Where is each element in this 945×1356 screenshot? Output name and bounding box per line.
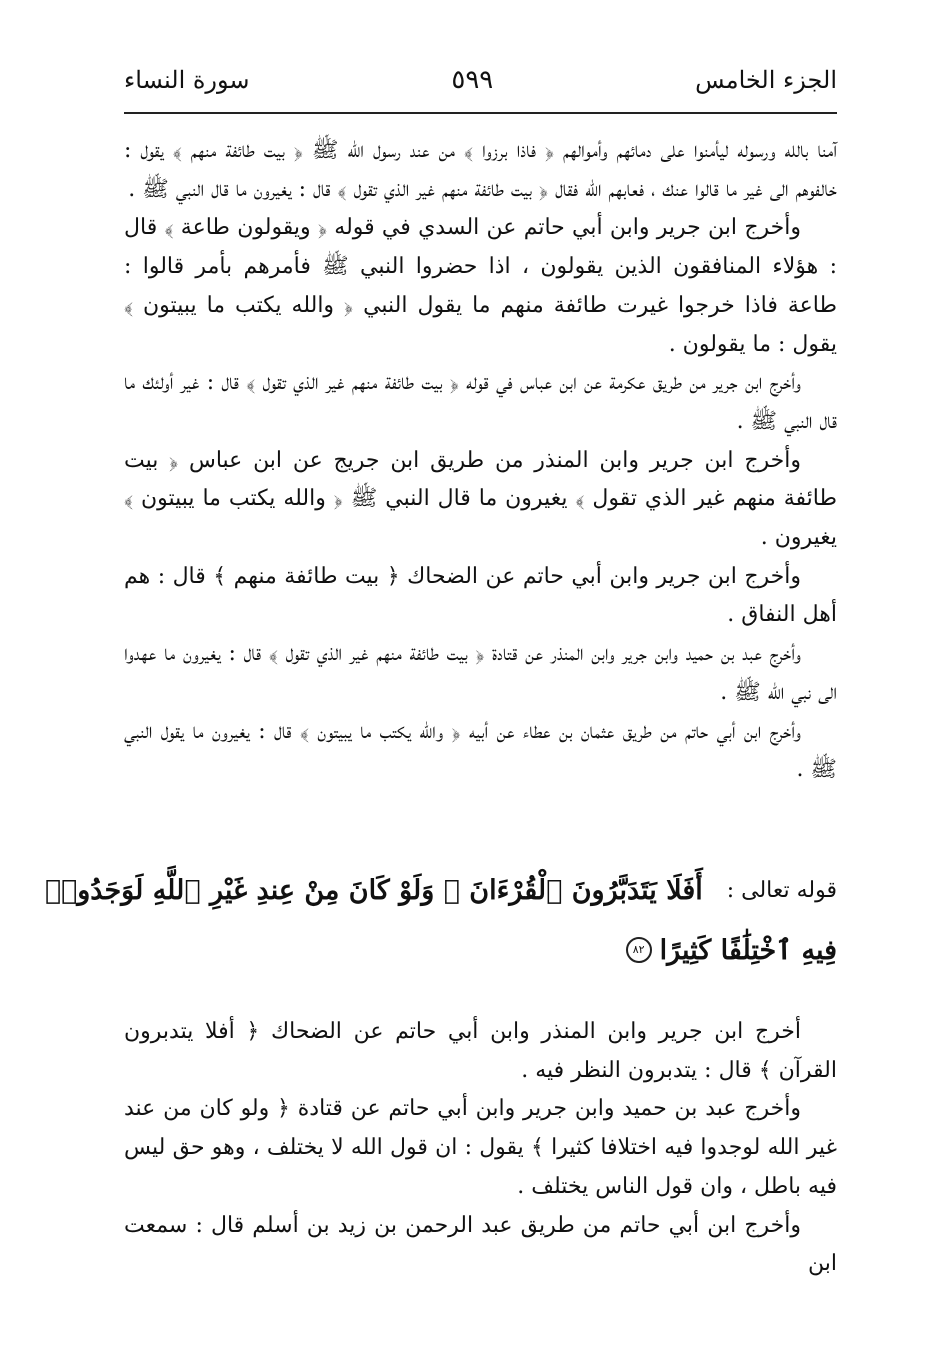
paragraph: آمنا بالله ورسوله ليأمنوا على دمائهم وأموالهم ﴿ فاذا برزوا ﴾ من عند رسول الله ﷺ ﴿ بيت طائفة منهم ﴾ يقول : خالفوهم الى غير ما قالوا عنك ، فعابهم الله فقال ﴿ بيت طائفة منهم غير الذي تقول ﴾ قال : يغيرون ما قال النبي ﷺ . xyxy=(124,138,837,202)
ayah-number-mark: ٨٢ xyxy=(626,937,652,963)
quran-verse xyxy=(44,860,837,980)
commentary-text xyxy=(124,132,837,790)
paragraph: وأخرج ابن أبي حاتم من طريق عبد الرحمن بن زيد بن أسلم قال : سمعت ابن xyxy=(124,1212,837,1277)
page-number: ٥٩٩ xyxy=(451,65,494,95)
running-header xyxy=(124,58,837,102)
paragraph: وأخرج عبد بن حميد وابن جرير وابن المنذر عن قتادة ﴿ بيت طائفة منهم غير الذي تقول ﴾ قال : يغيرون ما عهدوا الى نبي الله ﷺ . xyxy=(124,641,837,705)
paragraph: وأخرج ابن أبي حاتم من طريق عثمان بن عطاء عن أبيه ﴿ والله يكتب ما يبيتون ﴾ قال : يغيرون ما يقول النبي ﷺ . xyxy=(124,718,837,783)
paragraph: وأخرج عبد بن حميد وابن جرير وابن أبي حاتم عن قتادة ﴿ ولو كان من عند غير الله لوجدوا فيه اختلافا كثيرا ﴾ يقول : ان قول الله لا يختلف ، وهو حق ليس فيه باطل ، وان قول الناس يختلف . xyxy=(124,1096,837,1199)
paragraph: وأخرج ابن جرير وابن أبي حاتم عن السدي في قوله ﴿ ويقولون طاعة ﴾ قال : هؤلاء المنافقون الذين يقولون ، اذا حضروا النبي ﷺ فأمرهم بأمر قالوا : طاعة فاذا خرجوا غيرت طائفة منهم ما يقول النبي ﴿ والله يكتب ما يبيتون ﴾ يقول : ما يقولون . xyxy=(124,215,837,357)
verse-label: قوله تعالى : xyxy=(726,877,837,903)
paragraph: وأخرج ابن جرير وابن المنذر من طريق ابن جريج عن ابن عباس ﴿ بيت طائفة منهم غير الذي تقول ﴾ يغيرون ما قال النبي ﷺ ﴿ والله يكتب ما يبيتون ﴾ يغيرون . xyxy=(124,447,837,551)
verse-line-2 xyxy=(124,920,837,980)
paragraph: وأخرج ابن جرير من طريق عكرمة عن ابن عباس في قوله ﴿ بيت طائفة منهم غير الذي تقول ﴾ قال : غير أولئك ما قال النبي ﷺ . xyxy=(124,370,837,434)
commentary-text-2 xyxy=(124,1013,837,1284)
surah-title: سورة النساء xyxy=(124,66,250,94)
verse-line-1 xyxy=(44,860,837,920)
verse-text-2: فِيهِ ٱخْتِلَٰفًا كَثِيرًا xyxy=(659,934,837,966)
paragraph: أخرج ابن جرير وابن المنذر وابن أبي حاتم عن الضحاك ﴿ أفلا يتدبرون القرآن ﴾ قال : يتدبرون النظر فيه . xyxy=(124,1019,837,1083)
verse-text-1: أَفَلَا يَتَدَبَّرُونَ ٱلْقُرْءَانَ ۚ وَلَوْ كَانَ مِنْ عِندِ غَيْرِ ٱللَّهِ لَوَجَدُوا۟ xyxy=(44,874,703,906)
part-title: الجزء الخامس xyxy=(695,66,837,94)
paragraph: وأخرج ابن جرير وابن أبي حاتم عن الضحاك ﴿ بيت طائفة منهم ﴾ قال : هم أهل النفاق . xyxy=(124,563,837,628)
header-rule xyxy=(124,112,837,114)
